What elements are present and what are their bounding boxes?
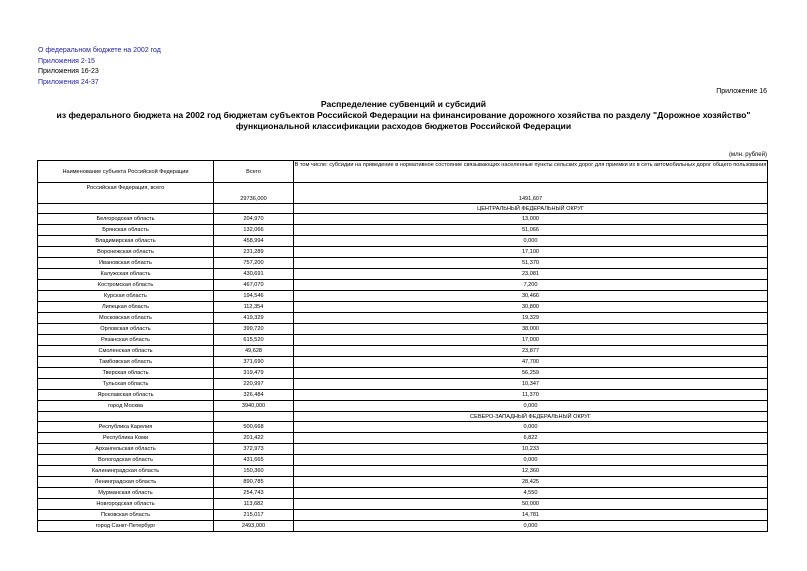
total-subsidy: 1491,607 xyxy=(294,183,768,204)
subject-name: Псковская область xyxy=(38,510,214,521)
subject-name: Тверская область xyxy=(38,368,214,379)
total-row xyxy=(38,183,768,204)
total-cell: 194,546 xyxy=(214,291,294,302)
subject-name: Брянская область xyxy=(38,225,214,236)
total-value: 29736,000 xyxy=(214,183,294,204)
district-name: СЕВЕРО-ЗАПАДНЫЙ ФЕДЕРАЛЬНЫЙ ОКРУГ xyxy=(294,412,768,422)
subsidy-cell: 50,000 xyxy=(294,499,768,510)
subject-name: Республика Коми xyxy=(38,433,214,444)
district-empty-cell xyxy=(38,204,214,214)
subject-name: Рязанская область xyxy=(38,335,214,346)
title-line-2: из федерального бюджета на 2002 год бюджетам субъектов Российской Федерации на финансирование дорожного хозяйства по разделу "Дорожное хозяйство" xyxy=(56,110,751,120)
subsidy-cell: 17,000 xyxy=(294,335,768,346)
table-row xyxy=(38,368,768,379)
subject-name: Ленинградская область xyxy=(38,477,214,488)
subsidy-cell: 14,781 xyxy=(294,510,768,521)
subsidy-cell: 13,000 xyxy=(294,214,768,225)
table-row xyxy=(38,247,768,258)
header-total: Всего xyxy=(214,161,294,183)
total-cell: 112,354 xyxy=(214,302,294,313)
subsidy-cell: 30,466 xyxy=(294,291,768,302)
table-row xyxy=(38,236,768,247)
total-cell: 254,743 xyxy=(214,488,294,499)
table-row xyxy=(38,302,768,313)
total-cell: 49,628 xyxy=(214,346,294,357)
subject-name: Республика Карелия xyxy=(38,422,214,433)
subject-name: Архангельская область xyxy=(38,444,214,455)
subject-name: Калининградская область xyxy=(38,466,214,477)
title-line-3: функциональной классификации расходов бюджетов Российской Федерации xyxy=(235,121,572,131)
header-subsidy: В том числе: субсидии на приведение в нормативное состояние связывающих населенные пункты сельских дорог для приемки их в сеть автомобильных дорог общего пользования xyxy=(294,161,768,183)
link-appendices-2-15[interactable]: Приложения 2-15 xyxy=(38,57,95,65)
table-row xyxy=(38,477,768,488)
total-cell: 431,665 xyxy=(214,455,294,466)
subsidy-cell: 23,081 xyxy=(294,269,768,280)
link-appendices-24-37[interactable]: Приложения 24-37 xyxy=(38,78,99,86)
total-cell: 150,360 xyxy=(214,466,294,477)
table-row xyxy=(38,280,768,291)
subject-name: Калужская область xyxy=(38,269,214,280)
subject-name: Владимирская область xyxy=(38,236,214,247)
subject-name: Новгородская область xyxy=(38,499,214,510)
subject-name: Ивановская область xyxy=(38,258,214,269)
subsidy-cell: 38,000 xyxy=(294,324,768,335)
total-cell: 757,200 xyxy=(214,258,294,269)
district-name: ЦЕНТРАЛЬНЫЙ ФЕДЕРАЛЬНЫЙ ОКРУГ xyxy=(294,204,768,214)
subsidy-cell: 11,370 xyxy=(294,390,768,401)
subject-name: Белгородская область xyxy=(38,214,214,225)
subsidy-cell: 12,360 xyxy=(294,466,768,477)
subject-name: Смоленская область xyxy=(38,346,214,357)
total-cell: 204,970 xyxy=(214,214,294,225)
subsidy-cell: 10,233 xyxy=(294,444,768,455)
appendix-label: Приложение 16 xyxy=(716,88,767,95)
subsidy-cell: 4,550 xyxy=(294,488,768,499)
table-row xyxy=(38,401,768,412)
table-row xyxy=(38,521,768,532)
total-cell: 430,691 xyxy=(214,269,294,280)
subsidy-cell: 0,000 xyxy=(294,455,768,466)
subject-name: Вологодская область xyxy=(38,455,214,466)
subsidy-cell: 56,259 xyxy=(294,368,768,379)
total-cell: 500,668 xyxy=(214,422,294,433)
subsidy-cell: 47,700 xyxy=(294,357,768,368)
link-federal-budget[interactable]: О федеральном бюджете на 2002 год xyxy=(38,47,161,54)
subject-name: город Санкт-Петербург xyxy=(38,521,214,532)
district-empty-cell xyxy=(214,412,294,422)
table-row xyxy=(38,258,768,269)
table-row xyxy=(38,488,768,499)
subsidy-cell: 0,000 xyxy=(294,422,768,433)
subject-name: Мурманская область xyxy=(38,488,214,499)
total-cell: 371,690 xyxy=(214,357,294,368)
district-row xyxy=(38,412,768,422)
subject-name: Тульская область xyxy=(38,379,214,390)
subject-name: Орловская область xyxy=(38,324,214,335)
subsidy-cell: 51,370 xyxy=(294,258,768,269)
subsidy-cell: 6,822 xyxy=(294,433,768,444)
table-row xyxy=(38,225,768,236)
subject-name: город Москва xyxy=(38,401,214,412)
table-row xyxy=(38,466,768,477)
district-row xyxy=(38,204,768,214)
total-cell: 220,997 xyxy=(214,379,294,390)
link-appendices-16-23: Приложения 16-23 xyxy=(38,68,99,75)
table-row xyxy=(38,390,768,401)
total-cell: 458,994 xyxy=(214,236,294,247)
table-row xyxy=(38,379,768,390)
subsidy-cell: 7,200 xyxy=(294,280,768,291)
subject-name: Курская область xyxy=(38,291,214,302)
subsidy-table xyxy=(37,160,768,532)
total-cell: 132,066 xyxy=(214,225,294,236)
total-cell: 319,479 xyxy=(214,368,294,379)
district-empty-cell xyxy=(214,204,294,214)
subsidy-cell: 51,066 xyxy=(294,225,768,236)
subsidy-cell: 23,877 xyxy=(294,346,768,357)
table-row xyxy=(38,444,768,455)
total-cell: 201,422 xyxy=(214,433,294,444)
units-label: (млн. рублей) xyxy=(729,152,767,158)
subsidy-cell: 28,425 xyxy=(294,477,768,488)
subsidy-cell: 30,800 xyxy=(294,302,768,313)
subject-name: Липецкая область xyxy=(38,302,214,313)
table-row xyxy=(38,455,768,466)
subject-name: Костромская область xyxy=(38,280,214,291)
total-cell: 372,973 xyxy=(214,444,294,455)
document-title xyxy=(38,99,769,132)
subsidy-cell: 10,347 xyxy=(294,379,768,390)
total-cell: 467,070 xyxy=(214,280,294,291)
table-row xyxy=(38,346,768,357)
total-cell: 3940,000 xyxy=(214,401,294,412)
table-row xyxy=(38,422,768,433)
table-row xyxy=(38,313,768,324)
subject-name: Московская область xyxy=(38,313,214,324)
district-empty-cell xyxy=(38,412,214,422)
table-row xyxy=(38,433,768,444)
subsidy-cell: 0,000 xyxy=(294,236,768,247)
total-cell: 326,484 xyxy=(214,390,294,401)
subsidy-cell: 0,000 xyxy=(294,401,768,412)
subsidy-cell: 17,100 xyxy=(294,247,768,258)
table-row xyxy=(38,324,768,335)
table-row xyxy=(38,335,768,346)
table-row xyxy=(38,214,768,225)
total-cell: 215,017 xyxy=(214,510,294,521)
table-row xyxy=(38,510,768,521)
total-cell: 231,289 xyxy=(214,247,294,258)
total-cell: 113,682 xyxy=(214,499,294,510)
total-cell: 399,720 xyxy=(214,324,294,335)
table-row xyxy=(38,499,768,510)
title-line-1: Распределение субвенций и субсидий xyxy=(320,99,487,109)
subject-name: Ярославская область xyxy=(38,390,214,401)
header-subject: Наименование субъекта Российской Федерации xyxy=(38,161,214,183)
total-cell: 419,329 xyxy=(214,313,294,324)
subject-name: Тамбовская область xyxy=(38,357,214,368)
total-cell: 890,785 xyxy=(214,477,294,488)
table-row xyxy=(38,291,768,302)
subject-name: Воронежская область xyxy=(38,247,214,258)
document-links xyxy=(38,46,161,88)
table-row xyxy=(38,357,768,368)
total-cell: 615,520 xyxy=(214,335,294,346)
total-label: Российская Федерация, всего xyxy=(38,183,214,204)
subsidy-cell: 19,329 xyxy=(294,313,768,324)
subsidy-cell: 0,000 xyxy=(294,521,768,532)
table-row xyxy=(38,269,768,280)
total-cell: 2493,000 xyxy=(214,521,294,532)
